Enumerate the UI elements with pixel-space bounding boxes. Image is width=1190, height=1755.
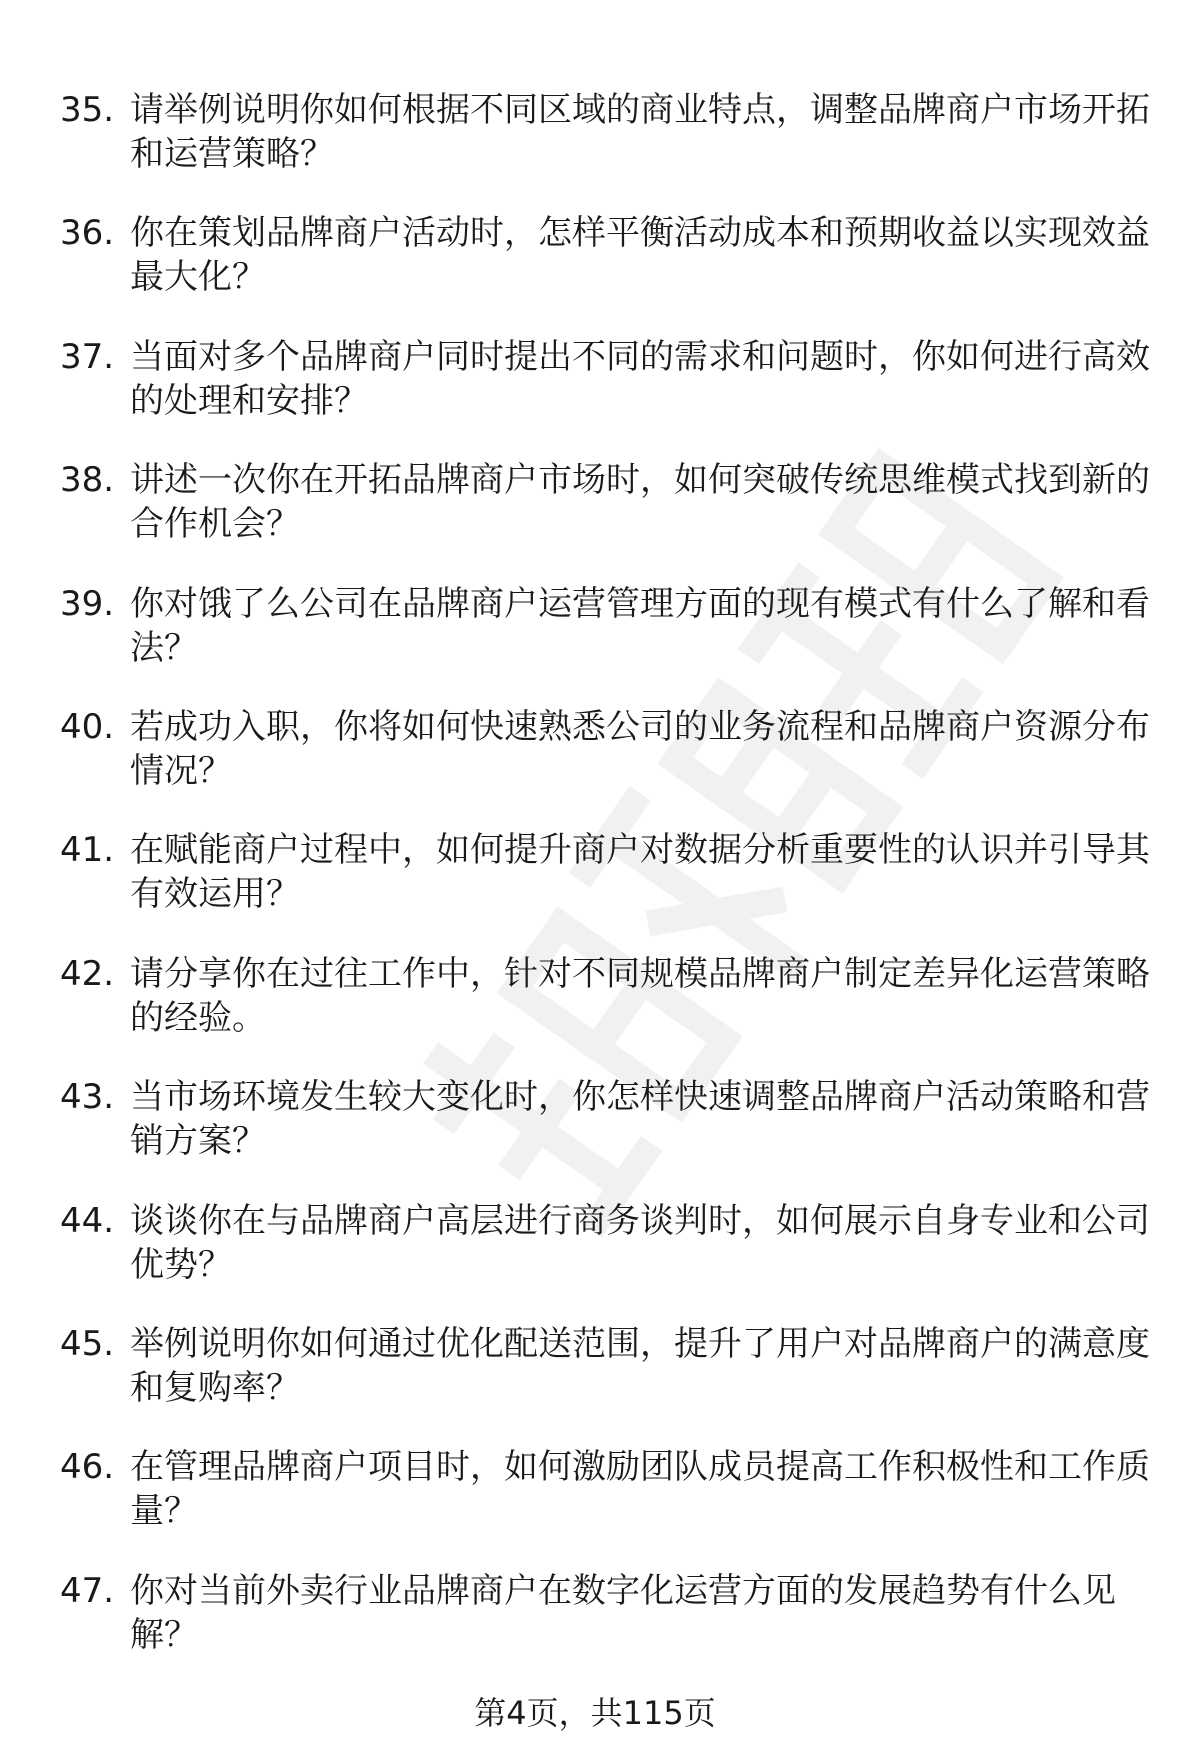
question-number: 43.: [60, 1077, 115, 1118]
question-item: [60, 1075, 1150, 1163]
question-item: [60, 582, 1150, 670]
question-text: 请分享你在过往工作中，针对不同规模品牌商户制定差异化运营策略的经验。: [130, 953, 1150, 1038]
question-text: 举例说明你如何通过优化配送范围，提升了用户对品牌商户的满意度和复购率？: [130, 1323, 1150, 1408]
question-item: [60, 88, 1150, 176]
question-text: 在赋能商户过程中，如何提升商户对数据分析重要性的认识并引导其有效运用？: [130, 830, 1150, 915]
question-text: 若成功入职，你将如何快速熟悉公司的业务流程和品牌商户资源分布情况？: [130, 706, 1150, 791]
question-text: 你对当前外卖行业品牌商户在数字化运营方面的发展趋势有什么见解？: [130, 1570, 1116, 1655]
question-number: 38.: [60, 460, 115, 501]
question-item: [60, 1322, 1150, 1410]
question-number: 36.: [60, 213, 115, 254]
question-text: 当面对多个品牌商户同时提出不同的需求和问题时，你如何进行高效的处理和安排？: [130, 336, 1150, 421]
question-text: 当市场环境发生较大变化时，你怎样快速调整品牌商户活动策略和营销方案？: [130, 1077, 1150, 1162]
page-footer: 第4页，共115页: [474, 1694, 716, 1732]
question-item: [60, 1569, 1150, 1657]
question-item: [60, 1445, 1150, 1533]
question-number: 47.: [60, 1570, 115, 1611]
question-text: 请举例说明你如何根据不同区域的商业特点，调整品牌商户市场开拓和运营策略？: [130, 90, 1150, 174]
question-number: 45.: [60, 1323, 115, 1364]
question-number: 40.: [60, 706, 115, 747]
question-text: 你对饿了么公司在品牌商户运营管理方面的现有模式有什么了解和看法？: [130, 583, 1150, 668]
question-item: [60, 335, 1150, 423]
question-number: 41.: [60, 830, 115, 871]
question-number: 35.: [60, 90, 115, 130]
question-number: 39.: [60, 583, 115, 624]
question-text: 谈谈你在与品牌商户高层进行商务谈判时，如何展示自身专业和公司优势？: [130, 1200, 1150, 1285]
question-number: 46.: [60, 1447, 115, 1488]
question-item: [60, 828, 1150, 916]
question-item: [60, 952, 1150, 1040]
question-item: [60, 458, 1150, 546]
question-number: 44.: [60, 1200, 115, 1241]
question-item: [60, 211, 1150, 299]
question-number: 42.: [60, 953, 115, 994]
question-item: [60, 1199, 1150, 1287]
question-list: [60, 88, 1150, 1692]
question-text: 讲述一次你在开拓品牌商户市场时，如何突破传统思维模式找到新的合作机会？: [130, 460, 1150, 545]
question-item: [60, 705, 1150, 793]
question-text: 在管理品牌商户项目时，如何激励团队成员提高工作积极性和工作质量？: [130, 1447, 1150, 1532]
question-text: 你在策划品牌商户活动时，怎样平衡活动成本和预期收益以实现效益最大化？: [130, 213, 1150, 298]
question-number: 37.: [60, 336, 115, 377]
